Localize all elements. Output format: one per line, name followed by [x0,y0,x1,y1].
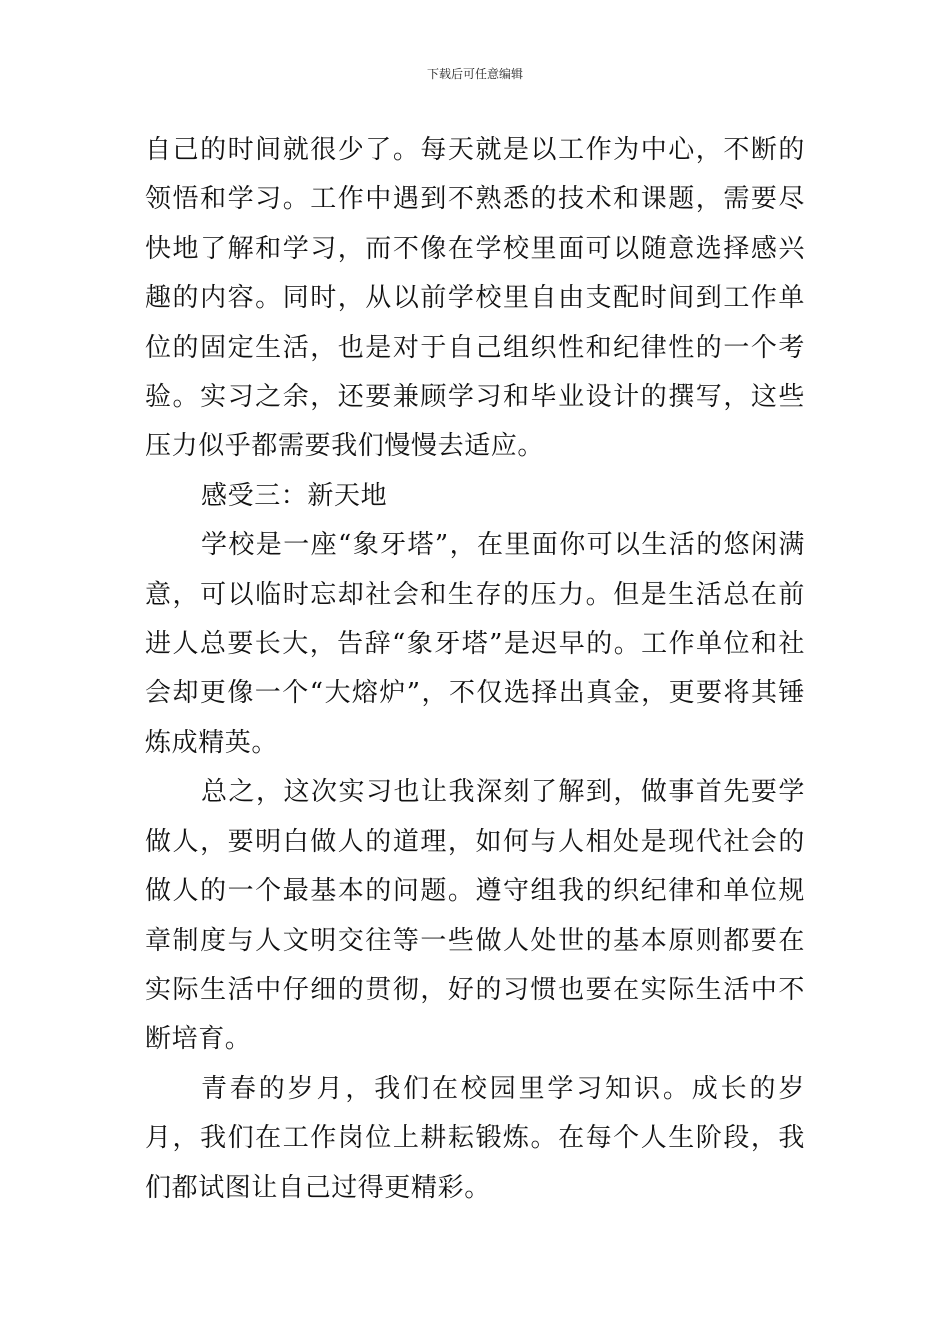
document-body [145,126,805,1213]
paragraph-summary: 总之，这次实习也让我深刻了解到，做事首先要学做人，要明白做人的道理，如何与人相处是现代社会的做人的一个最基本的问题。遵守组我的织纪律和单位规章制度与人文明交往等一些做人处世的基本原则都要在实际生活中仔细的贯彻，好的习惯也要在实际生活中不断培育。 [145,777,805,1055]
page-header: 下载后可任意编辑 [426,67,523,81]
paragraph-continuation: 自己的时间就很少了。每天就是以工作为中心，不断的领悟和学习。工作中遇到不熟悉的技术和课题，需要尽快地了解和学习，而不像在学校里面可以随意选择感兴趣的内容。同时，从以前学校里自由支配时间到工作单位的固定生活，也是对于自己组织性和纪律性的一个考验。实习之余，还要兼顾学习和毕业设计的撰写，这些压力似乎都需要我们慢慢去适应。 [145,135,805,462]
paragraph-conclusion: 青春的岁月，我们在校园里学习知识。成长的岁月，我们在工作岗位上耕耘锻炼。在每个人生阶段，我们都试图让自己过得更精彩。 [145,1073,805,1203]
section-heading: 感受三：新天地 [201,480,388,511]
paragraph-ivory-tower: 学校是一座“象牙塔”，在里面你可以生活的悠闲满意，可以临时忘却社会和生存的压力。但是生活总在前进人总要长大，告辞“象牙塔”是迟早的。工作单位和社会却更像一个“大熔炉”，不仅选择出真金，更要将其锤炼成精英。 [145,530,805,758]
